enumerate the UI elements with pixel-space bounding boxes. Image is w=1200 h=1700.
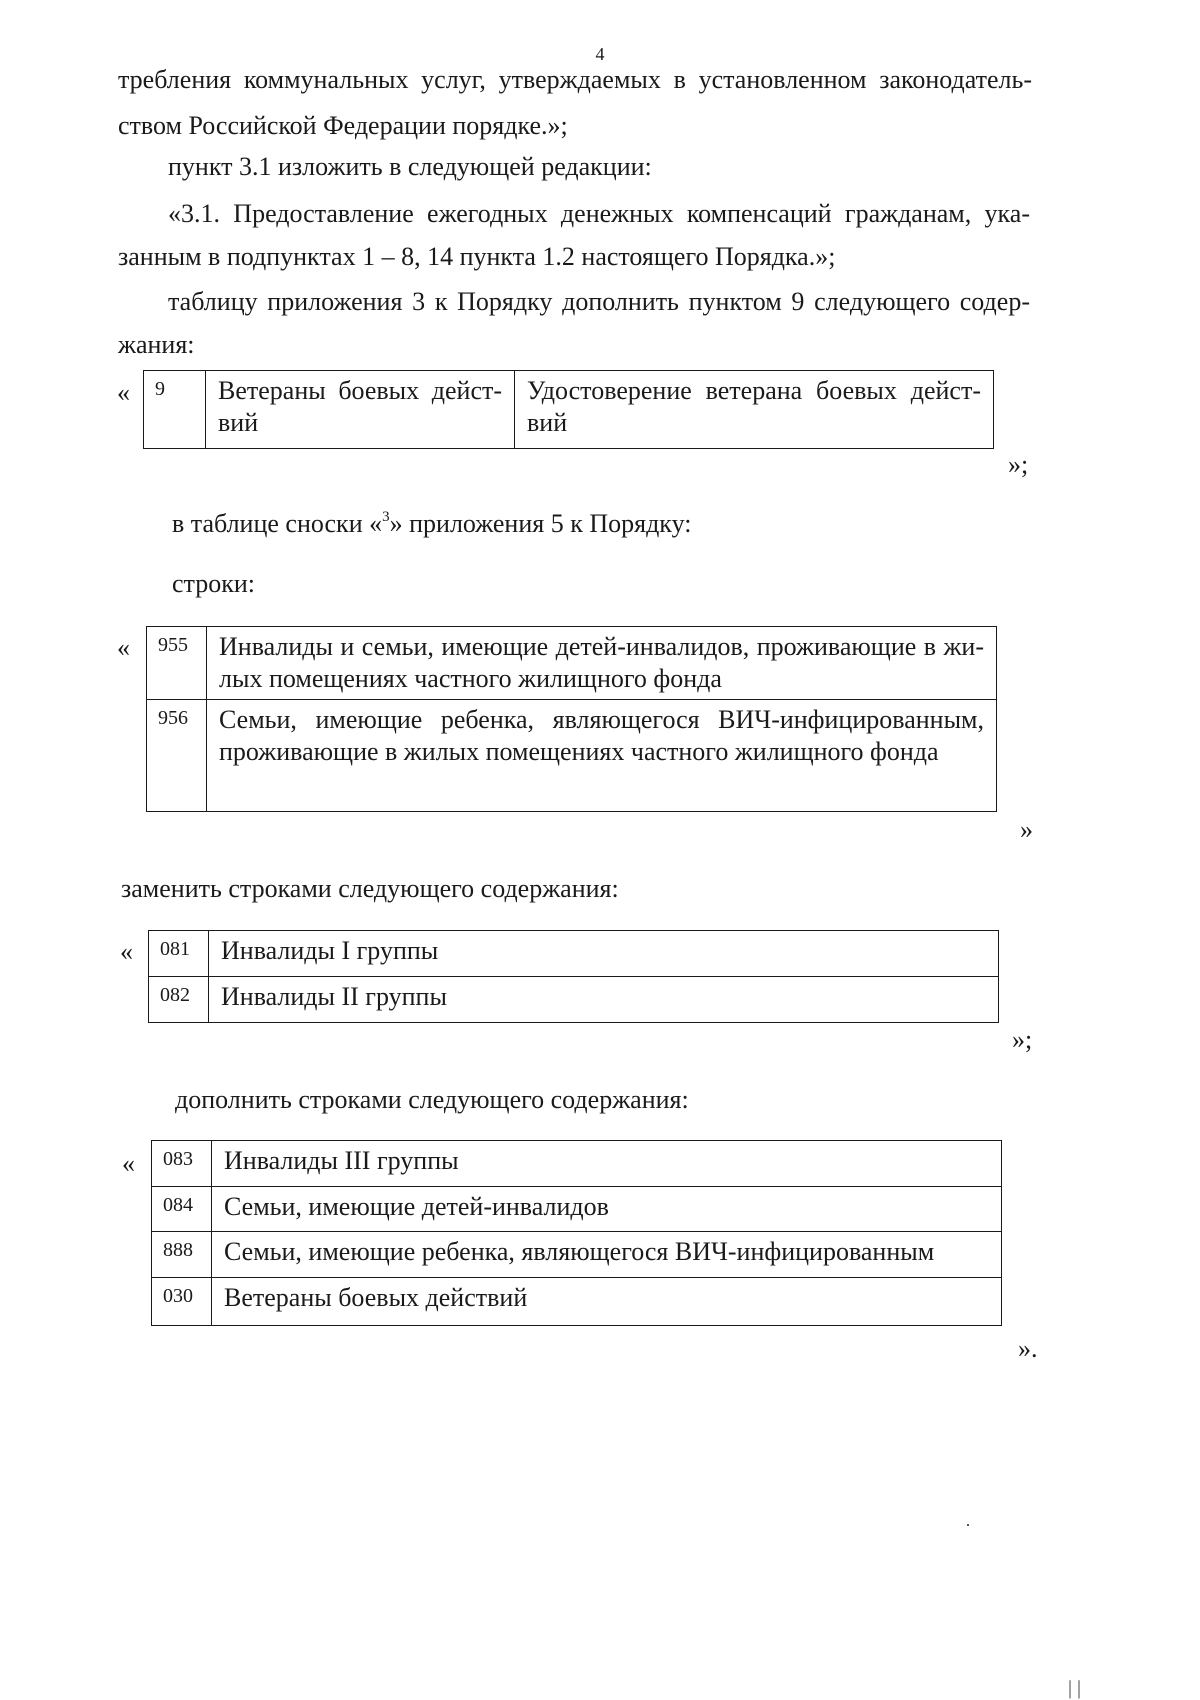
document-line-1: Удостоверение ветерана боевых дейст- bbox=[527, 376, 981, 405]
text-cell bbox=[212, 1187, 1002, 1232]
table-row bbox=[149, 931, 999, 977]
table-row bbox=[147, 700, 997, 812]
paragraph-4-line-2: жания: bbox=[118, 330, 195, 359]
scan-speck bbox=[967, 1524, 969, 1526]
table-add-close-quote: ». bbox=[1018, 1334, 1038, 1363]
paragraph-3-line-1: «3.1. Предоставление ежегодных денежных компенсаций гражданам, ука- bbox=[168, 199, 1030, 228]
paragraph-3-line-2: занным в подпунктах 1 – 8, 14 пункта 1.2 настоящего Порядка.»; bbox=[118, 242, 836, 271]
text-cell bbox=[212, 1141, 1002, 1187]
table-row bbox=[152, 1141, 1002, 1187]
code-cell bbox=[152, 1232, 212, 1278]
row-text-line-1: Инвалиды и семьи, имеющие детей-инвалидов, проживающие в жи- bbox=[219, 632, 984, 661]
category-cell bbox=[206, 371, 515, 449]
text-cell bbox=[209, 977, 999, 1023]
row-text: Семьи, имеющие детей-инвалидов bbox=[224, 1192, 609, 1221]
row-code: 083 bbox=[163, 1148, 193, 1170]
table-appendix-3 bbox=[143, 370, 994, 449]
paragraph-1-line-1: требления коммунальных услуг, утверждаемых в установленном законодатель- bbox=[118, 65, 1032, 94]
paragraph-7: заменить строками следующего содержания: bbox=[121, 874, 619, 903]
code-cell bbox=[152, 1187, 212, 1232]
paragraph-4-line-1: таблицу приложения 3 к Порядку дополнить пунктом 9 следующего содер- bbox=[168, 287, 1030, 316]
row-code: 955 bbox=[158, 634, 188, 656]
row-code: 084 bbox=[163, 1194, 193, 1216]
document-line-2: вий bbox=[527, 408, 568, 437]
table-row bbox=[147, 627, 997, 700]
table-added-rows bbox=[151, 1140, 1002, 1326]
table-add-open-quote: « bbox=[122, 1149, 135, 1178]
table-app3-close-quote: »; bbox=[1008, 450, 1029, 479]
row-code: 030 bbox=[163, 1285, 193, 1307]
row-text-line-2: проживающие в жилых помещениях частного жилищного фонда bbox=[219, 737, 939, 766]
row-code: 956 bbox=[158, 707, 188, 729]
table-row bbox=[144, 371, 994, 449]
table-old-open-quote: « bbox=[117, 633, 130, 662]
code-cell bbox=[152, 1278, 212, 1326]
row-code: 888 bbox=[163, 1239, 193, 1261]
table-old-rows bbox=[146, 626, 997, 812]
row-text: Инвалиды I группы bbox=[221, 936, 439, 965]
paragraph-1-line-2: ством Российской Федерации порядке.»; bbox=[118, 111, 568, 140]
table-replace-close-quote: »; bbox=[1012, 1025, 1033, 1054]
document-cell bbox=[515, 371, 994, 449]
page-number: 4 bbox=[595, 44, 605, 64]
table-replace-open-quote: « bbox=[120, 937, 133, 966]
code-cell bbox=[149, 977, 209, 1023]
row-text: Инвалиды II группы bbox=[221, 982, 447, 1011]
row-code: 081 bbox=[160, 938, 190, 960]
code-cell bbox=[147, 700, 207, 812]
category-line-1: Ветераны боевых дейст- bbox=[218, 376, 502, 405]
paragraph-5 bbox=[172, 508, 691, 544]
table-row bbox=[152, 1278, 1002, 1326]
row-text-line-1: Семьи, имеющие ребенка, являющегося ВИЧ-инфицированным, bbox=[219, 705, 984, 734]
table-row bbox=[152, 1187, 1002, 1232]
text-cell bbox=[207, 627, 997, 700]
table-row bbox=[152, 1232, 1002, 1278]
text-cell bbox=[207, 700, 997, 812]
row-code: 082 bbox=[160, 984, 190, 1006]
code-cell bbox=[152, 1141, 212, 1187]
paragraph-2: пункт 3.1 изложить в следующей редакции: bbox=[168, 152, 652, 181]
row-text-line-2: лых помещениях частного жилищного фонда bbox=[219, 664, 722, 693]
footnote-superscript: 3 bbox=[382, 509, 390, 525]
category-line-2: вий bbox=[218, 408, 259, 437]
row-number-cell bbox=[144, 371, 206, 449]
table-old-close-quote: » bbox=[1020, 815, 1033, 844]
row-text: Семьи, имеющие ребенка, являющегося ВИЧ-инфицированным bbox=[224, 1237, 935, 1266]
code-cell bbox=[149, 931, 209, 977]
text-cell bbox=[212, 1232, 1002, 1278]
paragraph-6: строки: bbox=[172, 569, 255, 598]
paragraph-5-prefix: в таблице сноски « bbox=[172, 509, 383, 538]
table-row bbox=[149, 977, 999, 1023]
text-cell bbox=[212, 1278, 1002, 1326]
scan-edge-mark: | | bbox=[1068, 1677, 1082, 1699]
table-replacement-rows bbox=[148, 930, 999, 1023]
text-cell bbox=[209, 931, 999, 977]
row-text: Ветераны боевых действий bbox=[224, 1283, 528, 1312]
paragraph-8: дополнить строками следующего содержания: bbox=[175, 1085, 689, 1114]
table-app3-open-quote: « bbox=[117, 378, 130, 407]
paragraph-5-suffix: » приложения 5 к Порядку: bbox=[389, 509, 692, 538]
row-number: 9 bbox=[155, 378, 165, 400]
row-text: Инвалиды III группы bbox=[224, 1146, 459, 1175]
code-cell bbox=[147, 627, 207, 700]
